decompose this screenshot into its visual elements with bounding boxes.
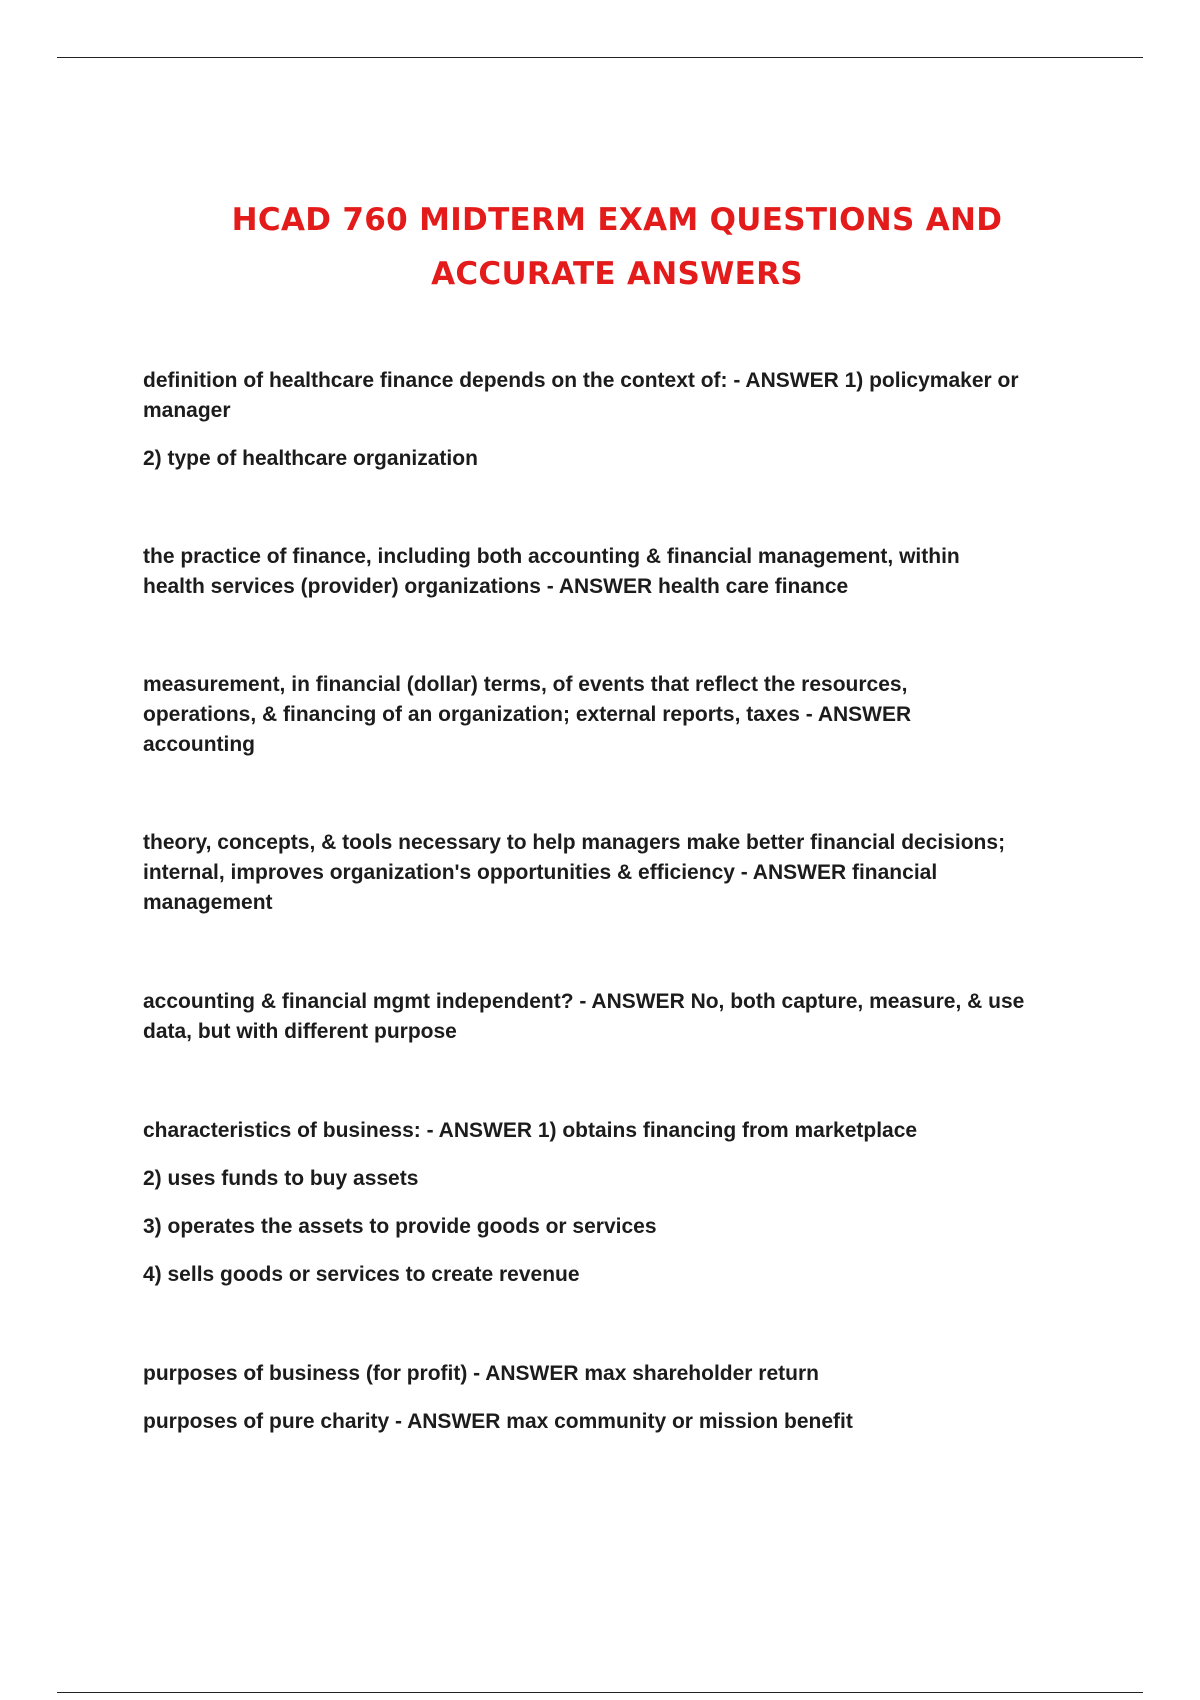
qa-line: the practice of finance, including both accounting & financial management, within [143,545,960,568]
qa-line: management [143,891,273,914]
qa-line: purposes of business (for profit) - ANSWER max shareholder return [143,1362,819,1385]
qa-sub-line: 4) sells goods or services to create revenue [143,1263,580,1286]
qa-entry-4 [143,828,1103,918]
qa-entry-3 [143,670,1103,760]
qa-line: manager [143,399,231,422]
qa-line: operations, & financing of an organization; external reports, taxes - ANSWER [143,703,912,726]
qa-line: internal, improves organization's opportunities & efficiency - ANSWER financial [143,861,938,884]
top-rule [57,57,1143,58]
qa-entry-5 [143,987,1103,1047]
qa-line: accounting [143,733,256,756]
qa-line: data, but with different purpose [143,1020,457,1043]
qa-entry-7 [143,1359,1103,1437]
title-line-1: HCAD 760 MIDTERM EXAM QUESTIONS AND [231,202,1003,238]
qa-line: measurement, in financial (dollar) terms, of events that reflect the resources, [143,673,908,696]
qa-entry-6 [143,1116,1103,1290]
qa-list [143,366,1103,1437]
qa-line: health services (provider) organizations - ANSWER health care finance [143,575,849,598]
qa-line: accounting & financial mgmt independent? - ANSWER No, both capture, measure, & use [143,990,1025,1013]
qa-line: definition of healthcare finance depends on the context of: - ANSWER 1) policymaker or [143,369,1019,392]
qa-entry-2 [143,542,1103,602]
qa-sub-line: 3) operates the assets to provide goods or services [143,1215,657,1238]
page-title [57,193,1177,301]
title-line-2: ACCURATE ANSWERS [431,256,803,292]
qa-sub-line: purposes of pure charity - ANSWER max community or mission benefit [143,1410,853,1433]
qa-line: characteristics of business: - ANSWER 1) obtains financing from marketplace [143,1119,918,1142]
bottom-rule [57,1692,1143,1693]
qa-line: theory, concepts, & tools necessary to help managers make better financial decisions; [143,831,1006,854]
qa-sub-line: 2) type of healthcare organization [143,447,478,470]
qa-entry-1 [143,366,1103,474]
qa-sub-line: 2) uses funds to buy assets [143,1167,419,1190]
